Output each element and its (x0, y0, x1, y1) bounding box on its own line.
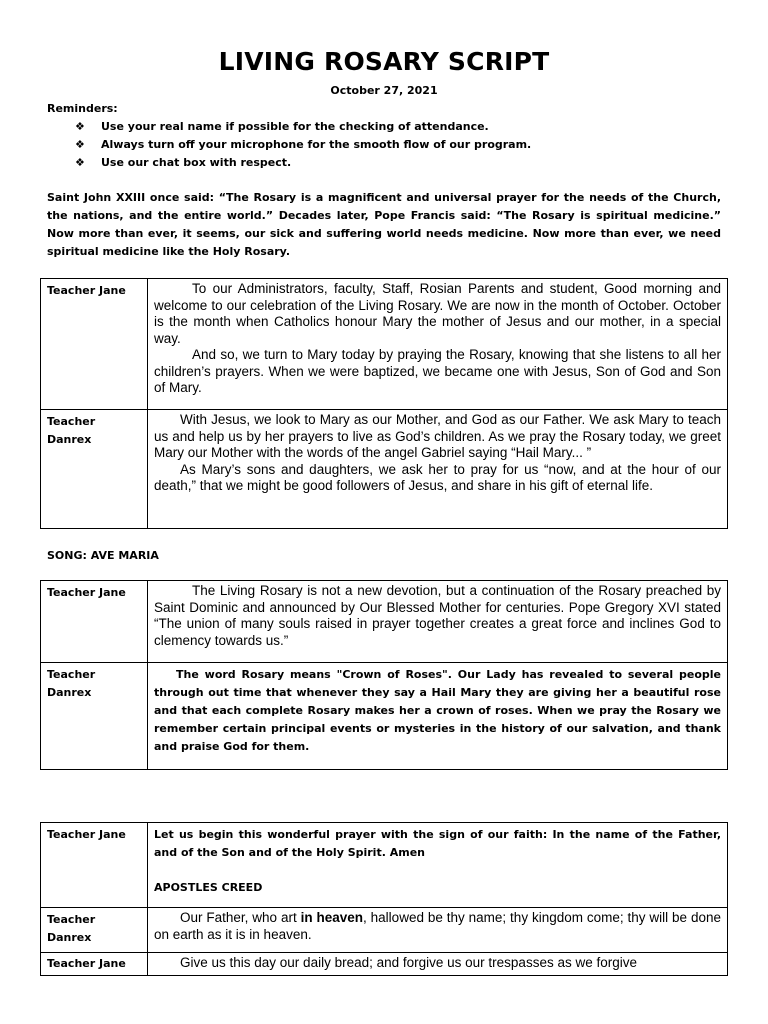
document-date: October 27, 2021 (330, 84, 438, 97)
script-paragraph: Give us this day our daily bread; and forgive us our trespasses as we forgive (180, 955, 637, 970)
script-table-2 (40, 580, 728, 770)
script-text-cell (148, 663, 728, 770)
bold-text-run: in heaven (300, 910, 364, 925)
script-row (41, 908, 728, 953)
diamond-bullet-icon: ❖ (75, 120, 85, 133)
script-text-cell (148, 410, 728, 529)
reminder-item (47, 136, 727, 154)
song-heading: SONG: AVE MARIA (47, 549, 159, 562)
script-text-cell (148, 953, 728, 976)
script-row (41, 410, 728, 529)
script-table-1 (40, 278, 728, 529)
script-row (41, 279, 728, 410)
reminders-list (47, 118, 727, 172)
speaker-cell: Teacher Danrex (41, 663, 148, 770)
script-table-3 (40, 822, 728, 976)
speaker-cell: Teacher Jane (41, 279, 148, 410)
script-text-cell (148, 823, 728, 908)
script-paragraph: And so, we turn to Mary today by praying the Rosary, knowing that she listens to all her children’s prayers. When we were baptized, we became one with Jesus, Son of God and Son of Mary. (154, 347, 721, 395)
script-row (41, 823, 728, 908)
script-paragraph: The word Rosary means "Crown of Roses". Our Lady has revealed to several people through out time that whenever they say a Hail Mary they are giving her a beautiful rose and that each complete Rosary makes her a crown of roses. When we pray the Rosary we remember certain principal events or mysteries in the history of our salvation, and thank and praise God for them. (154, 668, 721, 753)
diamond-bullet-icon: ❖ (75, 156, 85, 169)
diamond-bullet-icon: ❖ (75, 138, 85, 151)
script-text-cell (148, 279, 728, 410)
speaker-cell: Teacher Jane (41, 823, 148, 908)
script-row (41, 663, 728, 770)
script-text-cell (148, 908, 728, 953)
reminder-text: Use your real name if possible for the checking of attendance. (101, 120, 489, 133)
script-paragraph: As Mary’s sons and daughters, we ask her to pray for us “now, and at the hour of our death,” that we might be good followers of Jesus, and share in his gift of eternal life. (154, 461, 721, 493)
script-paragraph: The Living Rosary is not a new devotion, but a continuation of the Rosary preached by Saint Dominic and announced by Our Blessed Mother for centuries. Pope Gregory XVI stated “The union of many souls raised in prayer together creates a great force and inclines God to clemency towards us.” (154, 583, 721, 648)
script-paragraph: To our Administrators, faculty, Staff, Rosian Parents and student, Good morning and welcome to our celebration of the Living Rosary. We are now in the month of October. October is the month when Catholics honour Mary the mother of Jesus and our mother, in a special way. (154, 281, 721, 346)
text-run: , hallowed be thy name; thy kingdom come; thy will be done on earth as it is in heaven. (154, 910, 721, 942)
intro-paragraph: Saint John XXIII once said: “The Rosary is a magnificent and universal prayer for the needs of the Church, the nations, and the entire world.” Decades later, Pope Francis said: “The Rosary is spiritual medicine.” Now more than ever, it seems, our sick and suffering world needs medicine. Now more than ever, we need spiritual medicine like the Holy Rosary. (47, 191, 721, 258)
script-row (41, 953, 728, 976)
speaker-cell: Teacher Jane (41, 581, 148, 663)
script-row (41, 581, 728, 663)
speaker-cell: Teacher Danrex (41, 908, 148, 953)
section-heading: APOSTLES CREED (154, 881, 263, 894)
script-paragraph (154, 910, 721, 943)
reminders-heading: Reminders: (47, 102, 118, 115)
script-text-cell (148, 581, 728, 663)
reminder-item (47, 154, 727, 172)
speaker-cell: Teacher Danrex (41, 410, 148, 529)
document-title: LIVING ROSARY SCRIPT (218, 47, 550, 76)
reminder-item (47, 118, 727, 136)
script-paragraph: Let us begin this wonderful prayer with the sign of our faith: In the name of the Father, and of the Son and of the Holy Spirit. Amen (154, 828, 721, 859)
reminders-section (47, 100, 727, 172)
script-paragraph: With Jesus, we look to Mary as our Mother, and God as our Father. We ask Mary to teach us and help us by her prayers to live as God’s children. As we pray the Rosary today, we greet Mary our Mother with the words of the angel Gabriel saying “Hail Mary... ” (154, 412, 721, 460)
text-run: Our Father, who art (180, 910, 301, 925)
reminder-text: Always turn off your microphone for the smooth flow of our program. (101, 138, 532, 151)
speaker-cell: Teacher Jane (41, 953, 148, 976)
reminder-text: Use our chat box with respect. (101, 156, 292, 169)
